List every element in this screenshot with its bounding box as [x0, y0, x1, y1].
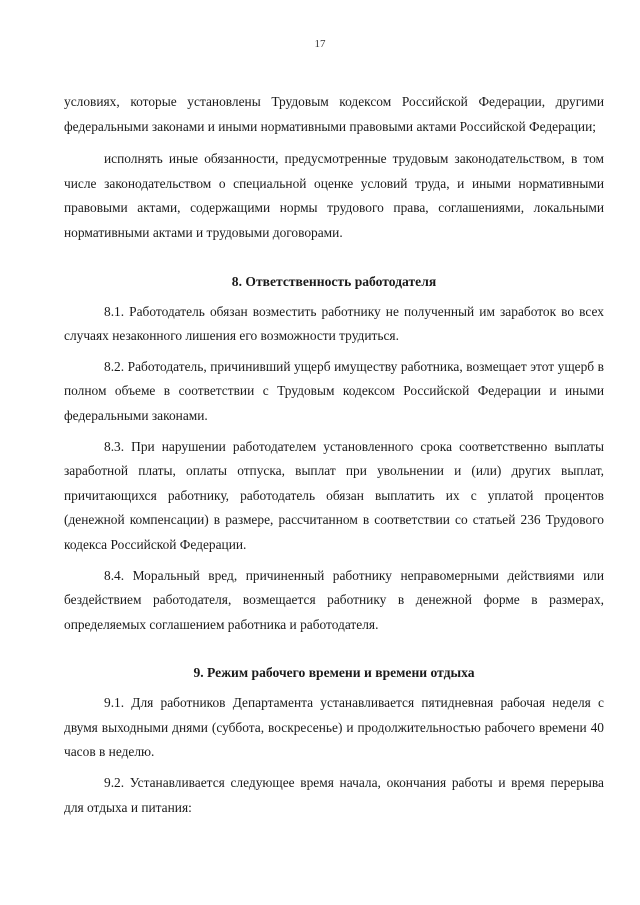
document-body — [64, 90, 604, 820]
clause-8-4: 8.4. Моральный вред, причиненный работнику неправомерными действиями или бездействием работодателя, возмещается работнику в денежной форме в размерах, определяемых соглашением работника и работодателя. — [64, 567, 604, 632]
section-9-heading: 9. Режим рабочего времени и времени отдыха — [193, 665, 475, 681]
section-8-heading: 8. Ответственность работодателя — [231, 273, 437, 289]
clause-8-2: 8.2. Работодатель, причинивший ущерб имуществу работника, возмещает этот ущерб в полном объеме в соответствии с Трудовым кодексом Российской Федерации и иными федеральными законами. — [64, 358, 604, 423]
clause-9-1: 9.1. Для работников Департамента устанавливается пятидневная рабочая неделя с двумя выходными днями (суббота, воскресенье) и продолжительностью рабочего времени 40 часов в неделю. — [64, 695, 604, 760]
clause-9-2: 9.2. Устанавливается следующее время начала, окончания работы и время перерыва для отдыха и питания: — [64, 775, 604, 815]
paragraph-continuation: условиях, которые установлены Трудовым кодексом Российской Федерации, другими федеральными законами и иными нормативными правовыми актами Российской Федерации; — [64, 94, 604, 134]
page-number: 17 — [314, 38, 326, 50]
clause-8-3: 8.3. При нарушении работодателем установленного срока соответственно выплаты заработной платы, оплаты отпуска, выплат при увольнении и (или) других выплат, причитающихся работнику, работодатель обязан выплатить их с уплатой процентов (денежной компенсации) в размере, рассчитанном в соответствии со статьей 236 Трудового кодекса Российской Федерации. — [64, 438, 604, 552]
clause-8-1: 8.1. Работодатель обязан возместить работнику не полученный им заработок во всех случаях незаконного лишения его возможности трудиться. — [64, 303, 604, 344]
paragraph-obligations: исполнять иные обязанности, предусмотренные трудовым законодательством, в том числе законодательством о специальной оценке условий труда, и иными нормативными правовыми актами, содержащими нормы трудового права, соглашениями, локальными нормативными актами и трудовыми договорами. — [64, 151, 604, 240]
